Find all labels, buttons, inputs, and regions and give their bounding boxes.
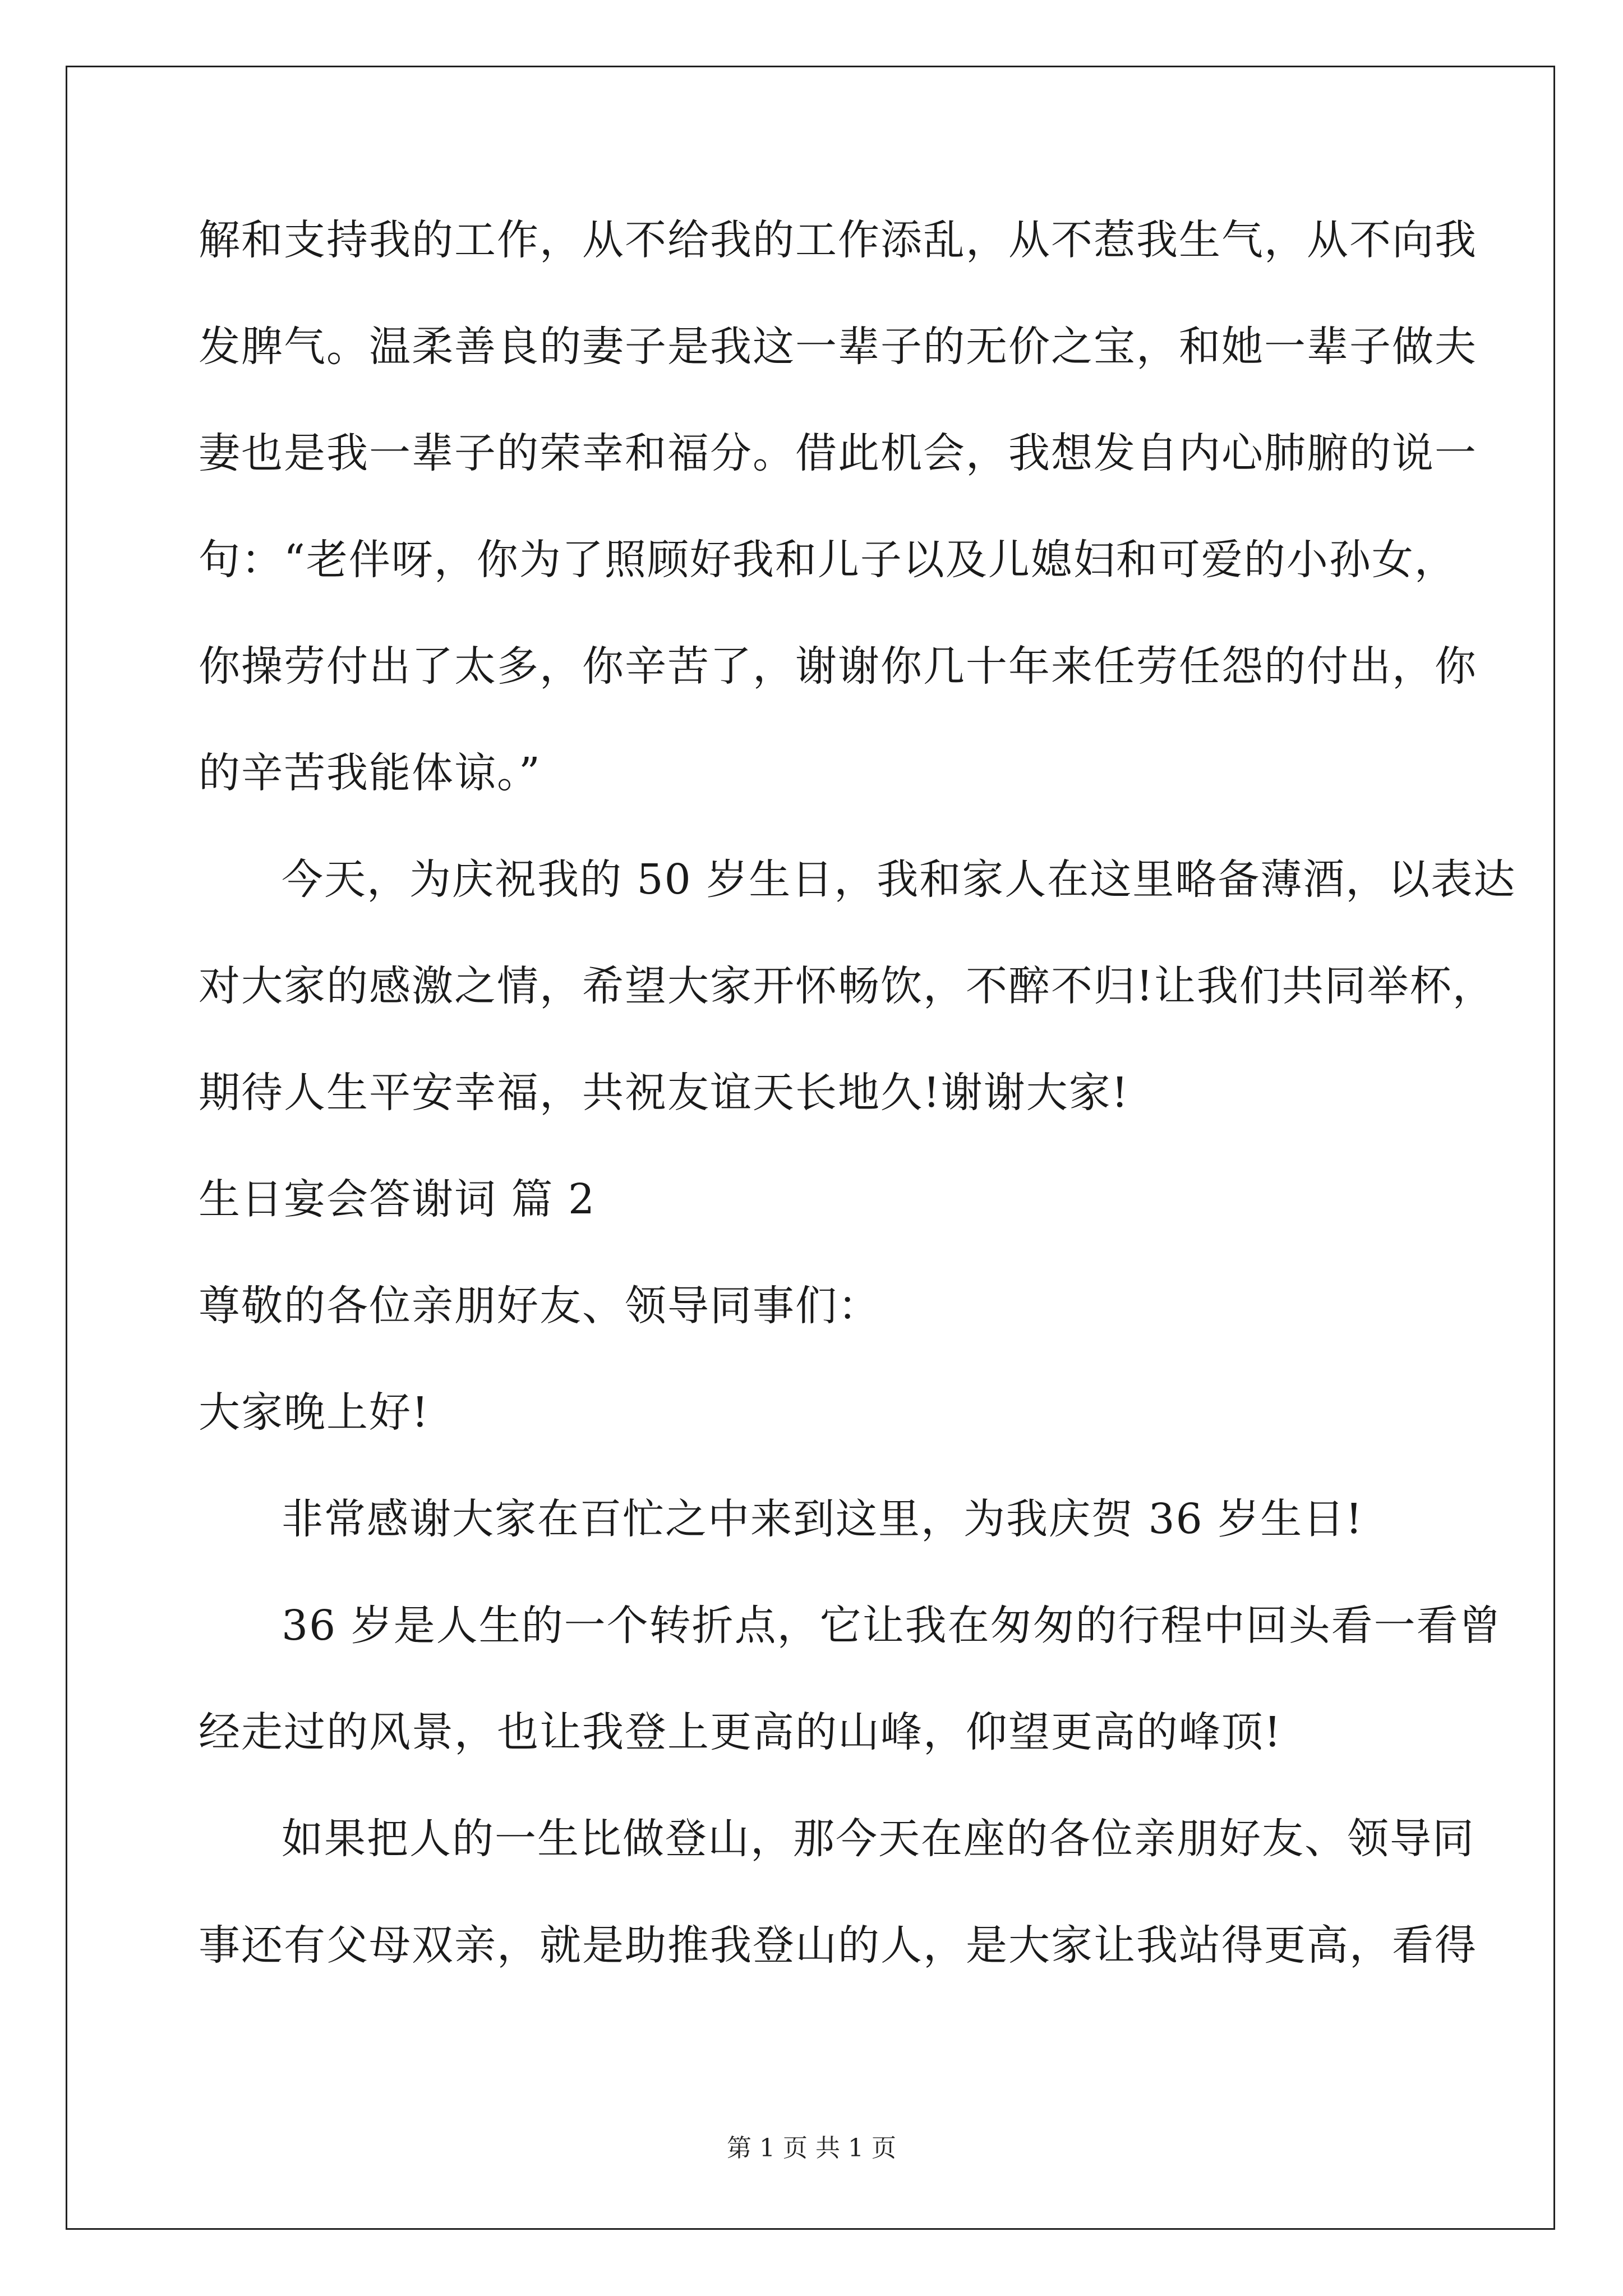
page-border bbox=[66, 66, 1555, 2230]
text-line: 发脾气。温柔善良的妻子是我这一辈子的无价之宝，和她一辈子做夫 bbox=[199, 323, 1477, 371]
text-line: 期待人生平安幸福，共祝友谊天长地久!谢谢大家! bbox=[199, 1069, 1129, 1117]
text-line: 对大家的感激之情，希望大家开怀畅饮，不醉不归!让我们共同举杯， bbox=[199, 962, 1495, 1010]
text-line: 句：“老伴呀，你为了照顾好我和儿子以及儿媳妇和可爱的小孙女， bbox=[199, 536, 1457, 584]
section-heading: 生日宴会答谢词 篇 2 bbox=[199, 1175, 596, 1223]
text-line: 你操劳付出了太多，你辛苦了，谢谢你几十年来任劳任怨的付出，你 bbox=[199, 642, 1477, 691]
text-line: 解和支持我的工作，从不给我的工作添乱，从不惹我生气，从不向我 bbox=[199, 216, 1477, 264]
page-number-footer: 第 1 页 共 1 页 bbox=[727, 2134, 896, 2162]
text-line: 妻也是我一辈子的荣幸和福分。借此机会，我想发自内心肺腑的说一 bbox=[199, 429, 1477, 477]
text-line: 非常感谢大家在百忙之中来到这里，为我庆贺 36 岁生日! bbox=[282, 1495, 1363, 1543]
text-line: 事还有父母双亲，就是助推我登山的人，是大家让我站得更高，看得 bbox=[199, 1921, 1477, 1970]
text-line: 经走过的风景，也让我登上更高的山峰，仰望更高的峰顶! bbox=[199, 1708, 1282, 1756]
text-line: 如果把人的一生比做登山，那今天在座的各位亲朋好友、领导同 bbox=[282, 1815, 1475, 1863]
salutation: 尊敬的各位亲朋好友、领导同事们： bbox=[199, 1282, 880, 1330]
text-line: 36 岁是人生的一个转折点，它让我在匆匆的行程中回头看一看曾 bbox=[282, 1602, 1502, 1650]
greeting: 大家晚上好! bbox=[199, 1388, 430, 1437]
text-line: 的辛苦我能体谅。” bbox=[199, 749, 541, 797]
text-line: 今天，为庆祝我的 50 岁生日，我和家人在这里略备薄酒，以表达 bbox=[282, 855, 1516, 904]
